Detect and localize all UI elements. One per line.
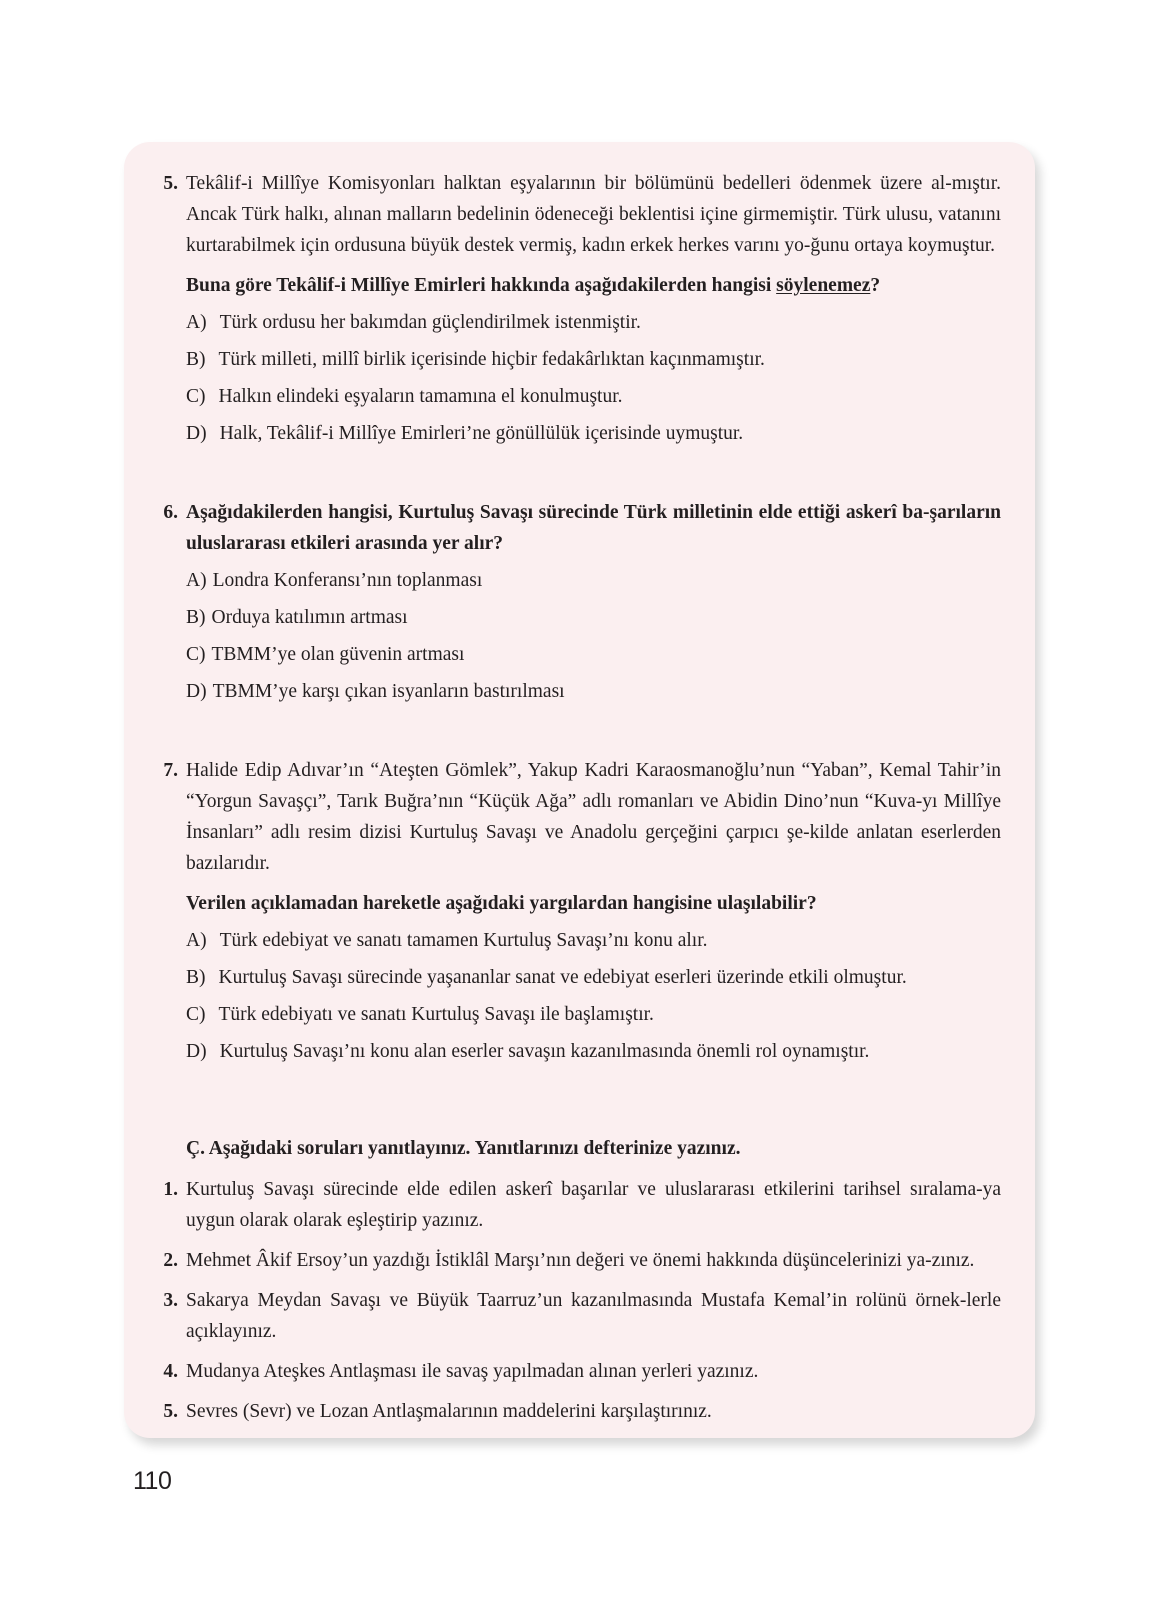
option-5-a[interactable] [186,307,1001,338]
option-6-d[interactable] [186,676,1001,707]
section-c [152,1133,1001,1427]
question-block-6 [152,497,1001,707]
option-7-d-text: Kurtuluş Savaşı’nı konu alan eserler savaşın kazanılmasında önemli rol oynamıştır. [219,1041,870,1062]
spacer-before-section-c [152,1093,1001,1127]
question-7-body [186,755,1001,1067]
task-item-3 [152,1285,1001,1347]
section-c-heading: Ç. Aşağıdaki soruları yanıtlayınız. Yanıtlarınızı defterinize yazınız. [186,1138,741,1159]
option-7-c-letter: C) [186,1004,206,1025]
task-5-number: 5. [163,1401,178,1422]
option-7-c-text: Türk edebiyatı ve sanatı Kurtuluş Savaşı ile başlamıştır. [218,1004,654,1025]
option-5-c[interactable] [186,381,1001,412]
option-5-d-letter: D) [186,423,207,444]
content-card-inner [152,168,1001,1422]
option-5-d[interactable] [186,418,1001,449]
question-5-body [186,168,1001,449]
question-5-stem: Tekâlif-i Millîye Komisyonları halktan eşyalarının bir bölümünü bedelleri ödenmek üzere al-mıştır. Ancak Türk halkı, alınan malların bedelinin ödeneceği beklentisi içine girmemiştir. Türk ulusu, vatanını kurtarabilmek için ordusuna büyük destek vermiş, kadın erkek herkes varını yo-ğunu ortaya koymuştur. [186,173,1001,256]
question-6-options [186,565,1001,707]
option-7-a-letter: A) [186,930,207,951]
task-3-text: Sakarya Meydan Savaşı ve Büyük Taarruz’un kazanılmasında Mustafa Kemal’in rolünü örnek-lerle açıklayınız. [186,1290,1001,1342]
option-6-c-text: TBMM’ye olan güvenin artması [211,644,465,665]
question-5-lead-after: ? [870,275,881,296]
question-6-number: 6. [163,502,178,523]
option-7-a-text: Türk edebiyat ve sanatı tamamen Kurtuluş Savaşı’nı konu alır. [219,930,708,951]
question-5-row [152,168,1001,449]
option-7-c[interactable] [186,999,1001,1030]
task-item-4 [152,1356,1001,1387]
task-2-text: Mehmet Âkif Ersoy’un yazdığı İstiklâl Marşı’nın değeri ve önemi hakkında düşüncelerinizi ya-zınız. [186,1250,975,1271]
question-block-7 [152,755,1001,1067]
spacer-after-q6 [152,733,1001,755]
task-3-number: 3. [163,1290,178,1311]
question-7-row [152,755,1001,1067]
option-6-a-letter: A) [186,570,207,591]
question-5-lead-before: Buna göre Tekâlif-i Millîye Emirleri hakkında aşağıdakilerden hangisi [186,275,777,296]
content-card [124,142,1035,1438]
question-7-lead: Verilen açıklamadan hareketle aşağıdaki yargılardan hangisine ulaşılabilir? [186,893,817,914]
task-item-5 [152,1396,1001,1427]
option-6-a-text: Londra Konferansı’nın toplanması [212,570,483,591]
question-6-stem: Aşağıdakilerden hangisi, Kurtuluş Savaşı sürecinde Türk milletinin elde ettiği askerî ba-şarıların uluslararası etkileri arasında yer alır? [186,502,1001,554]
question-7-stem: Halide Edip Adıvar’ın “Ateşten Gömlek”, Yakup Kadri Karaosmanoğlu’nun “Yaban”, Kemal Tahir’in “Yorgun Savaşçı”, Tarık Buğra’nın “Küçük Ağa” adlı romanları ve Abidin Dino’nun “Kuva-yı Millîye İnsanları” adlı resim dizisi Kurtuluş Savaşı ve Anadolu gerçeğini çarpıcı şe-kilde anlatan eserlerden bazılarıdır. [186,760,1001,874]
task-1-text: Kurtuluş Savaşı sürecinde elde edilen askerî başarılar ve uluslararası etkilerini tarihsel sıralama-ya uygun olarak olarak eşleştirip yazınız. [186,1179,1001,1231]
spacer-after-q5 [152,475,1001,497]
question-block-5 [152,168,1001,449]
option-6-c-letter: C) [186,644,206,665]
option-7-b[interactable] [186,962,1001,993]
option-5-b[interactable] [186,344,1001,375]
option-5-c-letter: C) [186,386,206,407]
question-5-number: 5. [163,173,178,194]
option-7-d-letter: D) [186,1041,207,1062]
option-5-b-letter: B) [186,349,206,370]
question-7-options [186,925,1001,1067]
option-6-d-text: TBMM’ye karşı çıkan isyanların bastırılması [212,681,565,702]
option-6-a[interactable] [186,565,1001,596]
option-6-b-letter: B) [186,607,206,628]
question-6-body [186,497,1001,707]
option-6-b-text: Orduya katılımın artması [211,607,408,628]
option-5-a-letter: A) [186,312,207,333]
question-5-lead-underlined: söylenemez [776,275,871,296]
option-6-d-letter: D) [186,681,207,702]
page-number: 110 [133,1467,172,1495]
option-7-b-text: Kurtuluş Savaşı sürecinde yaşananlar sanat ve edebiyat eserleri üzerinde etkili olmuştur. [218,967,907,988]
option-6-b[interactable] [186,602,1001,633]
option-5-a-text: Türk ordusu her bakımdan güçlendirilmek istenmiştir. [219,312,641,333]
option-5-b-text: Türk milleti, millî birlik içerisinde hiçbir fedakârlıktan kaçınmamıştır. [218,349,765,370]
option-5-c-text: Halkın elindeki eşyaların tamamına el konulmuştur. [218,386,623,407]
task-item-2 [152,1245,1001,1276]
task-4-text: Mudanya Ateşkes Antlaşması ile savaş yapılmadan alınan yerleri yazınız. [186,1361,759,1382]
task-2-number: 2. [163,1250,178,1271]
question-6-row [152,497,1001,707]
option-7-d[interactable] [186,1036,1001,1067]
option-5-d-text: Halk, Tekâlif-i Millîye Emirleri’ne gönüllülük içerisinde uymuştur. [219,423,744,444]
task-1-number: 1. [163,1179,178,1200]
question-5-options [186,307,1001,449]
task-item-1 [152,1174,1001,1236]
question-7-number: 7. [163,760,178,781]
task-5-text: Sevres (Sevr) ve Lozan Antlaşmalarının maddelerini karşılaştırınız. [186,1401,712,1422]
task-4-number: 4. [163,1361,178,1382]
option-7-b-letter: B) [186,967,206,988]
option-6-c[interactable] [186,639,1001,670]
question-5-lead [186,270,1001,301]
option-7-a[interactable] [186,925,1001,956]
